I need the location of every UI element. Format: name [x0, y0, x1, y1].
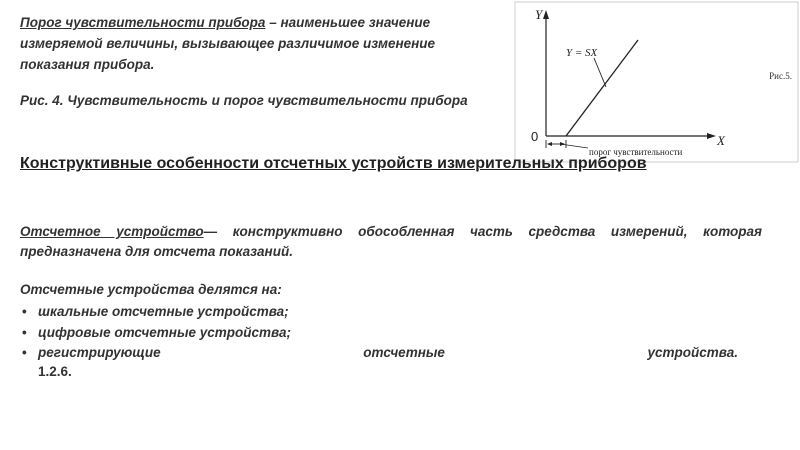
paragraph-line-1: – наименьшее значение: [265, 15, 431, 30]
term-sensitivity-threshold: Порог чувствительности прибора: [20, 15, 266, 30]
paragraph-line-3: показания прибора.: [20, 57, 155, 72]
sensitivity-graph: [510, 0, 800, 160]
list-item-text: цифровые отсчетные устройства;: [38, 324, 291, 340]
list-item-word: регистрирующие: [38, 345, 161, 360]
list-item-word: отсчетные: [363, 345, 445, 360]
bullet-icon: •: [22, 304, 27, 319]
list-item: [20, 302, 762, 323]
list-item: [20, 343, 762, 364]
definition-paragraph: [20, 222, 762, 262]
bullet-icon: •: [22, 324, 27, 340]
device-types-list: [20, 302, 762, 364]
figure-5-caption: Рис.5.: [769, 71, 792, 81]
sensitivity-graph-svg: [510, 0, 800, 165]
y-axis-label: Y: [535, 7, 543, 22]
definition-text: — конструктивно обособленная часть средства измерений, которая предназначена для отсчета показаний.: [20, 224, 763, 259]
figure-4-caption: Рис. 4. Чувствительность и порог чувствительности прибора: [20, 93, 468, 108]
section-heading: Конструктивные особенности отсчетных устройств измерительных приборов: [20, 155, 647, 172]
list-item-text: шкальные отсчетные устройства;: [38, 304, 289, 319]
list-item: [20, 323, 762, 344]
bullet-icon: •: [22, 345, 27, 360]
list-item-word: устройства.: [647, 345, 738, 360]
term-reading-device: Отсчетное устройство: [20, 224, 204, 239]
section-number: 1.2.6.: [38, 364, 72, 379]
threshold-label: порог чувствительности: [589, 147, 683, 157]
origin-label: 0: [531, 129, 539, 144]
x-axis-label: X: [717, 133, 725, 148]
equation-label: Y = SX: [566, 47, 598, 59]
list-intro: Отсчетные устройства делятся на:: [20, 282, 282, 297]
paragraph-line-2: измеряемой величины, вызывающее различимое изменение: [20, 36, 436, 51]
sensitivity-threshold-paragraph: [20, 12, 520, 75]
list-item-text-justified: [38, 343, 738, 364]
figure-frame: [515, 2, 798, 162]
